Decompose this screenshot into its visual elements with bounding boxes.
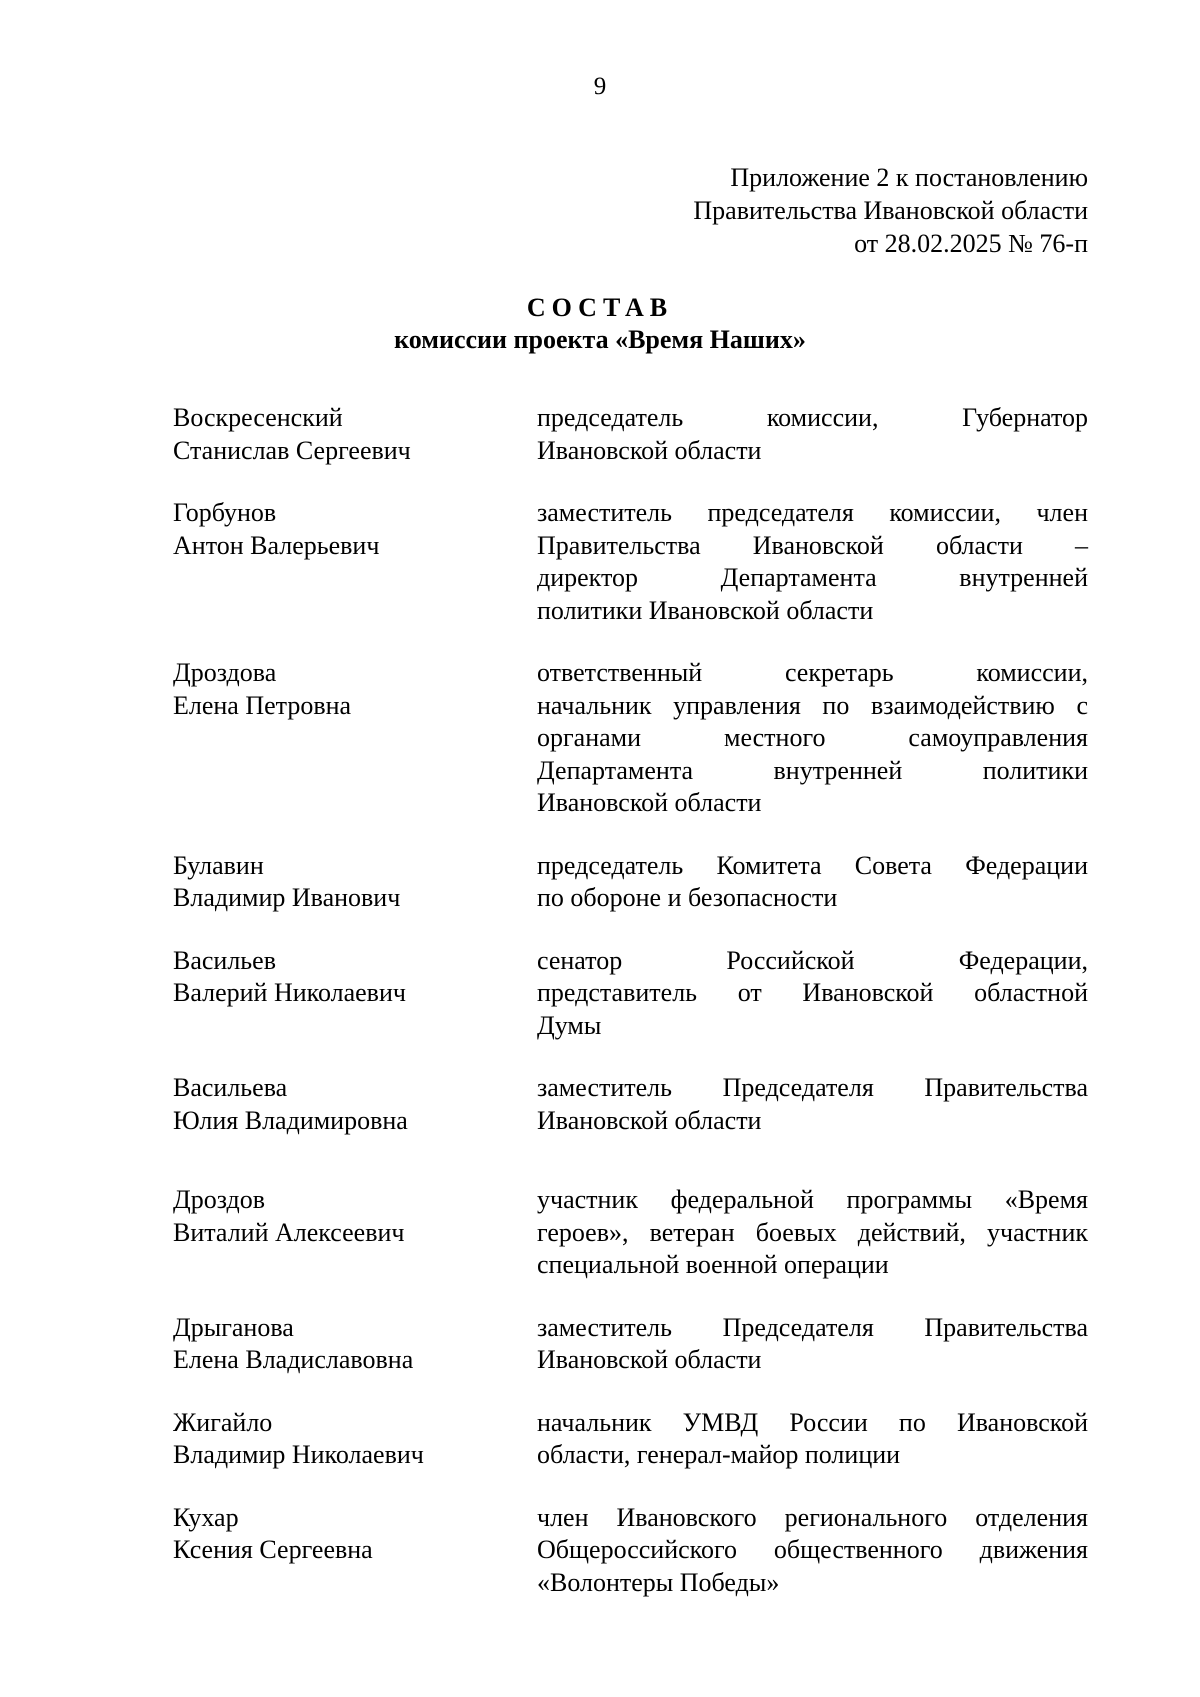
member-entry xyxy=(173,402,1088,467)
member-role-line: заместитель председателя комиссии, член xyxy=(537,498,1088,527)
member-name xyxy=(173,497,537,627)
member-role-line: героев», ветеран боевых действий, участник xyxy=(537,1217,1088,1247)
member-entry xyxy=(173,1502,1088,1600)
member-given-names: Елена Петровна xyxy=(173,690,352,720)
appendix-line-1: Приложение 2 к постановлению xyxy=(730,163,1088,192)
member-name xyxy=(173,1184,537,1282)
member-role-line: начальник УМВД России по Ивановской xyxy=(537,1407,1088,1437)
member-role xyxy=(537,402,1088,467)
member-surname: Дроздов xyxy=(173,1185,266,1214)
page-number: 9 xyxy=(593,73,607,100)
member-role xyxy=(537,1072,1088,1137)
member-role-line: Ивановской области xyxy=(537,788,762,817)
member-role-line: Правительства Ивановской области – xyxy=(537,530,1088,560)
member-role-line: Ивановской области xyxy=(537,1105,762,1135)
member-surname: Васильев xyxy=(173,945,276,975)
member-given-names: Станислав Сергеевич xyxy=(173,435,411,465)
member-surname: Дроздова xyxy=(173,658,277,687)
member-given-names: Ксения Сергеевна xyxy=(173,1535,373,1564)
member-role-line: председатель комиссии, Губернатор xyxy=(537,403,1088,432)
member-surname: Дрыганова xyxy=(173,1312,294,1342)
member-role-line: Думы xyxy=(537,1010,602,1040)
member-name xyxy=(173,1072,537,1137)
member-role xyxy=(537,945,1088,1043)
member-role xyxy=(537,1407,1088,1472)
member-surname: Воскресенский xyxy=(173,403,343,432)
member-role-line: по обороне и безопасности xyxy=(537,883,838,912)
member-name xyxy=(173,945,537,1043)
appendix-line-2: Правительства Ивановской области xyxy=(693,196,1088,225)
member-name xyxy=(173,1502,537,1600)
member-role-line: области, генерал-майор полиции xyxy=(537,1440,901,1469)
member-entry xyxy=(173,1072,1088,1137)
member-entry xyxy=(173,1184,1088,1282)
member-role xyxy=(537,1312,1088,1377)
member-surname: Васильева xyxy=(173,1073,288,1102)
document-title: СОСТАВ xyxy=(526,293,674,322)
member-surname: Жигайло xyxy=(173,1407,273,1437)
member-given-names: Виталий Алексеевич xyxy=(173,1217,405,1247)
member-role-line: специальной военной операции xyxy=(537,1250,889,1279)
member-name xyxy=(173,850,537,915)
appendix-reference xyxy=(693,161,1088,260)
member-role-line: ответственный секретарь комиссии, xyxy=(537,658,1088,687)
member-role-line: органами местного самоуправления xyxy=(537,723,1088,752)
appendix-line-3: от 28.02.2025 № 76-п xyxy=(854,229,1088,258)
member-role-line: представитель от Ивановской областной xyxy=(537,978,1088,1007)
member-role xyxy=(537,850,1088,915)
member-role-line: Общероссийского общественного движения xyxy=(537,1535,1088,1564)
member-entry xyxy=(173,1407,1088,1472)
member-name xyxy=(173,1407,537,1472)
member-role-line: Ивановской области xyxy=(537,1345,762,1374)
member-entry xyxy=(173,850,1088,915)
member-role-line: заместитель Председателя Правительства xyxy=(537,1312,1088,1342)
member-entry xyxy=(173,1312,1088,1377)
member-role xyxy=(537,1184,1088,1282)
document-heading xyxy=(0,292,1200,356)
member-list xyxy=(173,402,1088,1599)
member-given-names: Владимир Николаевич xyxy=(173,1440,424,1469)
member-role xyxy=(537,497,1088,627)
member-role-line: сенатор Российской Федерации, xyxy=(537,945,1088,975)
member-role-line: участник федеральной программы «Время xyxy=(537,1185,1088,1214)
member-role-line: начальник управления по взаимодействию с xyxy=(537,690,1088,720)
member-role-line: заместитель Председателя Правительства xyxy=(537,1073,1088,1102)
member-role-line: Департамента внутренней политики xyxy=(537,755,1088,785)
member-entry xyxy=(173,945,1088,1043)
member-role-line: политики Ивановской области xyxy=(537,595,874,625)
member-role-line: член Ивановского регионального отделения xyxy=(537,1502,1088,1532)
member-given-names: Юлия Владимировна xyxy=(173,1105,408,1135)
member-role-line: Ивановской области xyxy=(537,435,762,465)
member-role-line: директор Департамента внутренней xyxy=(537,563,1088,592)
member-entry xyxy=(173,497,1088,627)
member-name xyxy=(173,402,537,467)
member-given-names: Елена Владиславовна xyxy=(173,1345,414,1374)
member-role-line: «Волонтеры Победы» xyxy=(537,1567,780,1597)
member-role xyxy=(537,657,1088,820)
member-surname: Кухар xyxy=(173,1502,239,1532)
member-surname: Булавин xyxy=(173,850,264,880)
member-given-names: Валерий Николаевич xyxy=(173,978,406,1007)
member-entry xyxy=(173,657,1088,820)
member-role-line: председатель Комитета Совета Федерации xyxy=(537,850,1088,880)
member-role xyxy=(537,1502,1088,1600)
member-name xyxy=(173,1312,537,1377)
member-surname: Горбунов xyxy=(173,498,277,527)
member-given-names: Антон Валерьевич xyxy=(173,530,380,560)
member-given-names: Владимир Иванович xyxy=(173,883,401,912)
member-name xyxy=(173,657,537,820)
document-subtitle: комиссии проекта «Время Наших» xyxy=(394,325,806,354)
